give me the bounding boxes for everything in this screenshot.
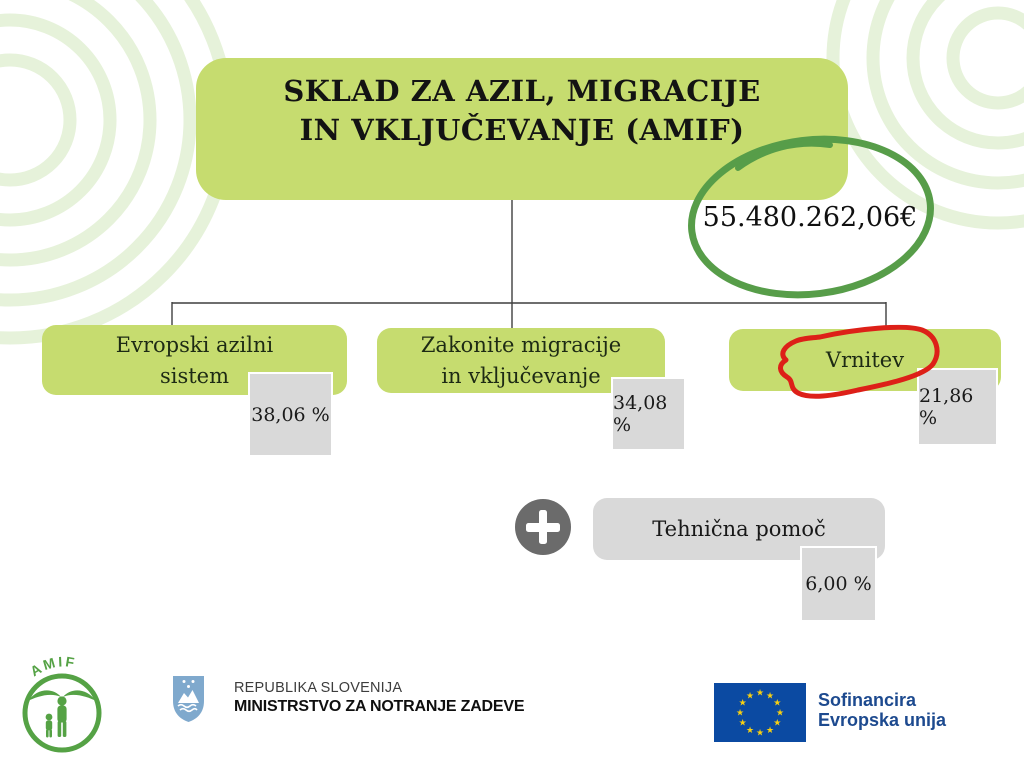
percent-badge-evropski-azilni-sistem <box>248 372 333 457</box>
percent-badge-tehnicna-pomoc <box>800 546 877 622</box>
branch-label-line: in vključevanje <box>441 364 601 388</box>
svg-text:★: ★ <box>735 708 745 719</box>
branch-label-line: Vrnitev <box>825 347 905 372</box>
amif-logo-figures <box>28 690 96 737</box>
branch-label-line: sistem <box>159 364 230 388</box>
percent-value: 6,00 % <box>805 573 872 595</box>
percent-value: 34,08 % <box>613 392 668 436</box>
svg-text:★: ★ <box>775 708 785 719</box>
svg-text:★: ★ <box>765 726 775 736</box>
svg-text:★: ★ <box>738 698 747 709</box>
percent-value: 38,06 % <box>251 403 330 426</box>
percent-value: 21,86 % <box>919 385 974 429</box>
plus-icon <box>515 499 571 555</box>
svg-text:★: ★ <box>765 691 775 702</box>
ministry-name <box>234 680 524 716</box>
amif-logo-text: AMIF <box>27 653 78 680</box>
title-line-2: IN VKLJUČEVANJE (AMIF) <box>299 113 745 147</box>
eu-cofunding-text <box>818 691 946 730</box>
percent-badge-zakonite-migracije <box>611 377 686 451</box>
slovenia-coat-of-arms <box>172 675 205 723</box>
eu-flag <box>714 683 806 742</box>
svg-text:★: ★ <box>755 728 765 739</box>
svg-text:★: ★ <box>755 688 765 699</box>
branch-label-line: Evropski azilni <box>115 333 274 357</box>
total-amount: 55.480.262,06€ <box>702 202 918 233</box>
ministry-line-2: MINISTRSTVO ZA NOTRANJE ZADEVE <box>234 698 525 715</box>
svg-text:★: ★ <box>745 726 755 736</box>
technical-assistance-label: Tehnična pomoč <box>652 517 826 541</box>
svg-text:★: ★ <box>773 698 782 709</box>
eu-text-line-1: Sofinancira <box>818 690 917 710</box>
svg-text:★: ★ <box>745 691 755 702</box>
svg-text:★: ★ <box>738 718 747 729</box>
hand-drawn-red-scribble-icon <box>770 318 955 410</box>
ministry-line-1: REPUBLIKA SLOVENIJA <box>234 680 403 696</box>
title-line-1: SKLAD ZA AZIL, MIGRACIJE <box>283 74 761 108</box>
amif-logo <box>18 653 110 765</box>
svg-text:★: ★ <box>773 718 782 729</box>
plus-icon-bar <box>539 510 548 544</box>
branch-label-line: Zakonite migracije <box>420 333 622 357</box>
eu-text-line-2: Evropska unija <box>818 709 947 730</box>
